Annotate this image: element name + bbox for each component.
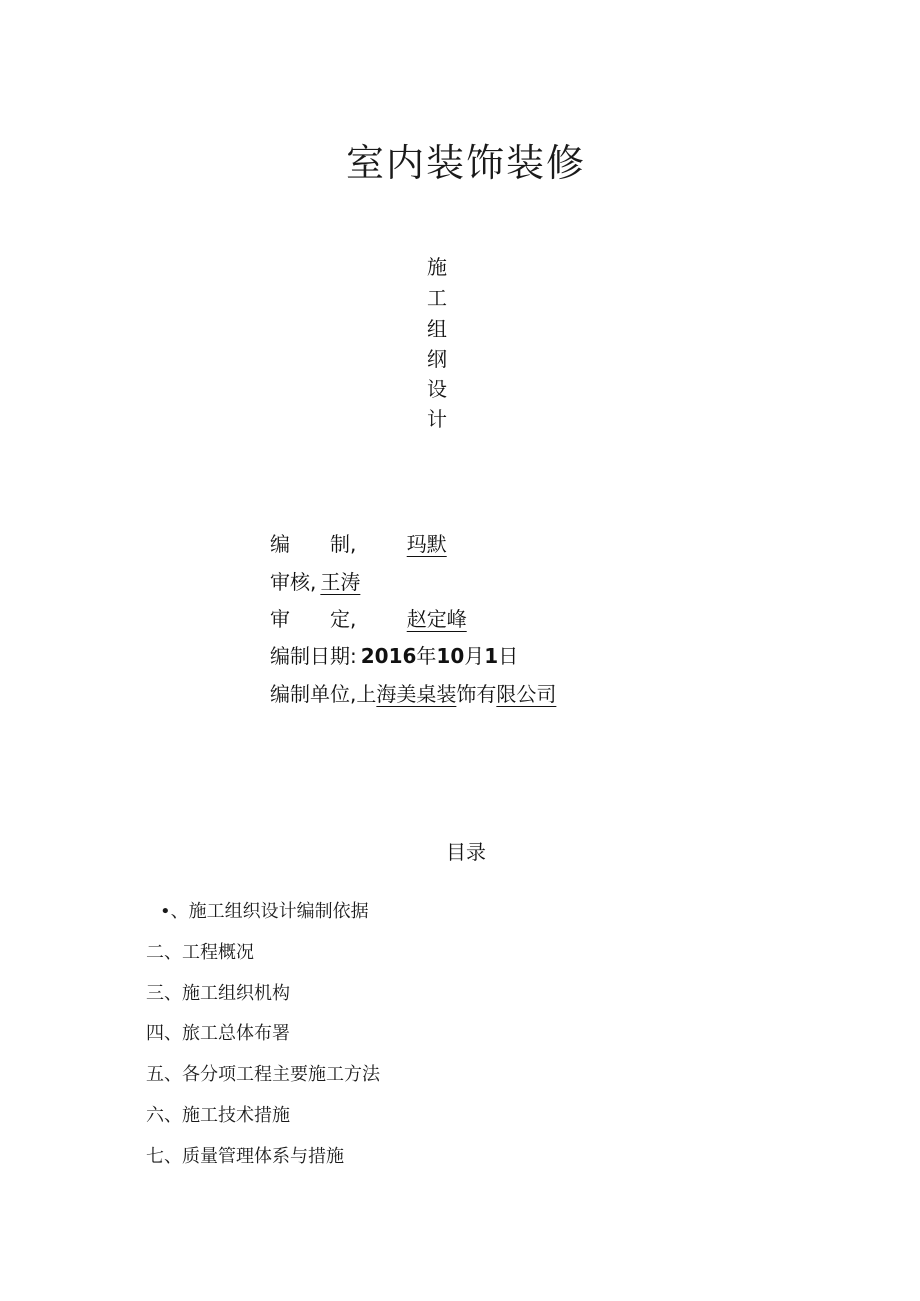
reviewer-label: 审核,	[270, 570, 317, 594]
toc-item: •、施工组织设计编制依据	[160, 901, 369, 922]
document-title: 室内装饰装修	[345, 141, 586, 185]
date-day-suffix: 日	[498, 644, 519, 668]
unit-part: 饰有	[456, 682, 497, 706]
approver-line	[270, 603, 467, 632]
approver-name: 赵定峰	[406, 607, 467, 631]
approver-label: 审 定,	[270, 607, 357, 631]
toc-item: 七、质量管理体系与措施	[146, 1146, 344, 1167]
date-year: 2016	[360, 644, 417, 668]
subtitle-char: 纲	[427, 347, 447, 371]
unit-line	[270, 678, 556, 707]
compiler-line	[270, 528, 447, 557]
subtitle-char: 计	[427, 407, 447, 431]
subtitle-char: 施	[427, 255, 447, 279]
unit-label: 编制单位,	[270, 682, 357, 706]
toc-item: 五、各分项工程主要施工方法	[146, 1064, 380, 1085]
subtitle-char: 设	[427, 377, 447, 401]
subtitle-char: 工	[427, 286, 447, 310]
toc-item: 四、旅工总体布署	[146, 1023, 290, 1044]
reviewer-line	[270, 566, 360, 595]
compiler-name: 玛默	[406, 532, 447, 556]
reviewer-name: 王涛	[320, 570, 361, 594]
toc-item: 六、施工技术措施	[146, 1105, 290, 1126]
date-year-suffix: 年	[416, 644, 437, 668]
toc-item: 二、工程概况	[146, 942, 254, 963]
toc-title: 目录	[446, 840, 486, 864]
compiler-label: 编 制,	[270, 532, 357, 556]
date-line	[270, 640, 518, 669]
date-label: 编制日期:	[270, 644, 357, 668]
unit-part: 限公司	[496, 682, 557, 706]
date-day: 1	[484, 644, 499, 668]
date-month-suffix: 月	[464, 644, 485, 668]
toc-item: 三、施工组织机构	[146, 983, 290, 1004]
unit-part: 上	[356, 682, 377, 706]
subtitle-char: 组	[427, 317, 447, 341]
date-month: 10	[436, 644, 465, 668]
unit-part: 海美桌装	[376, 682, 457, 706]
